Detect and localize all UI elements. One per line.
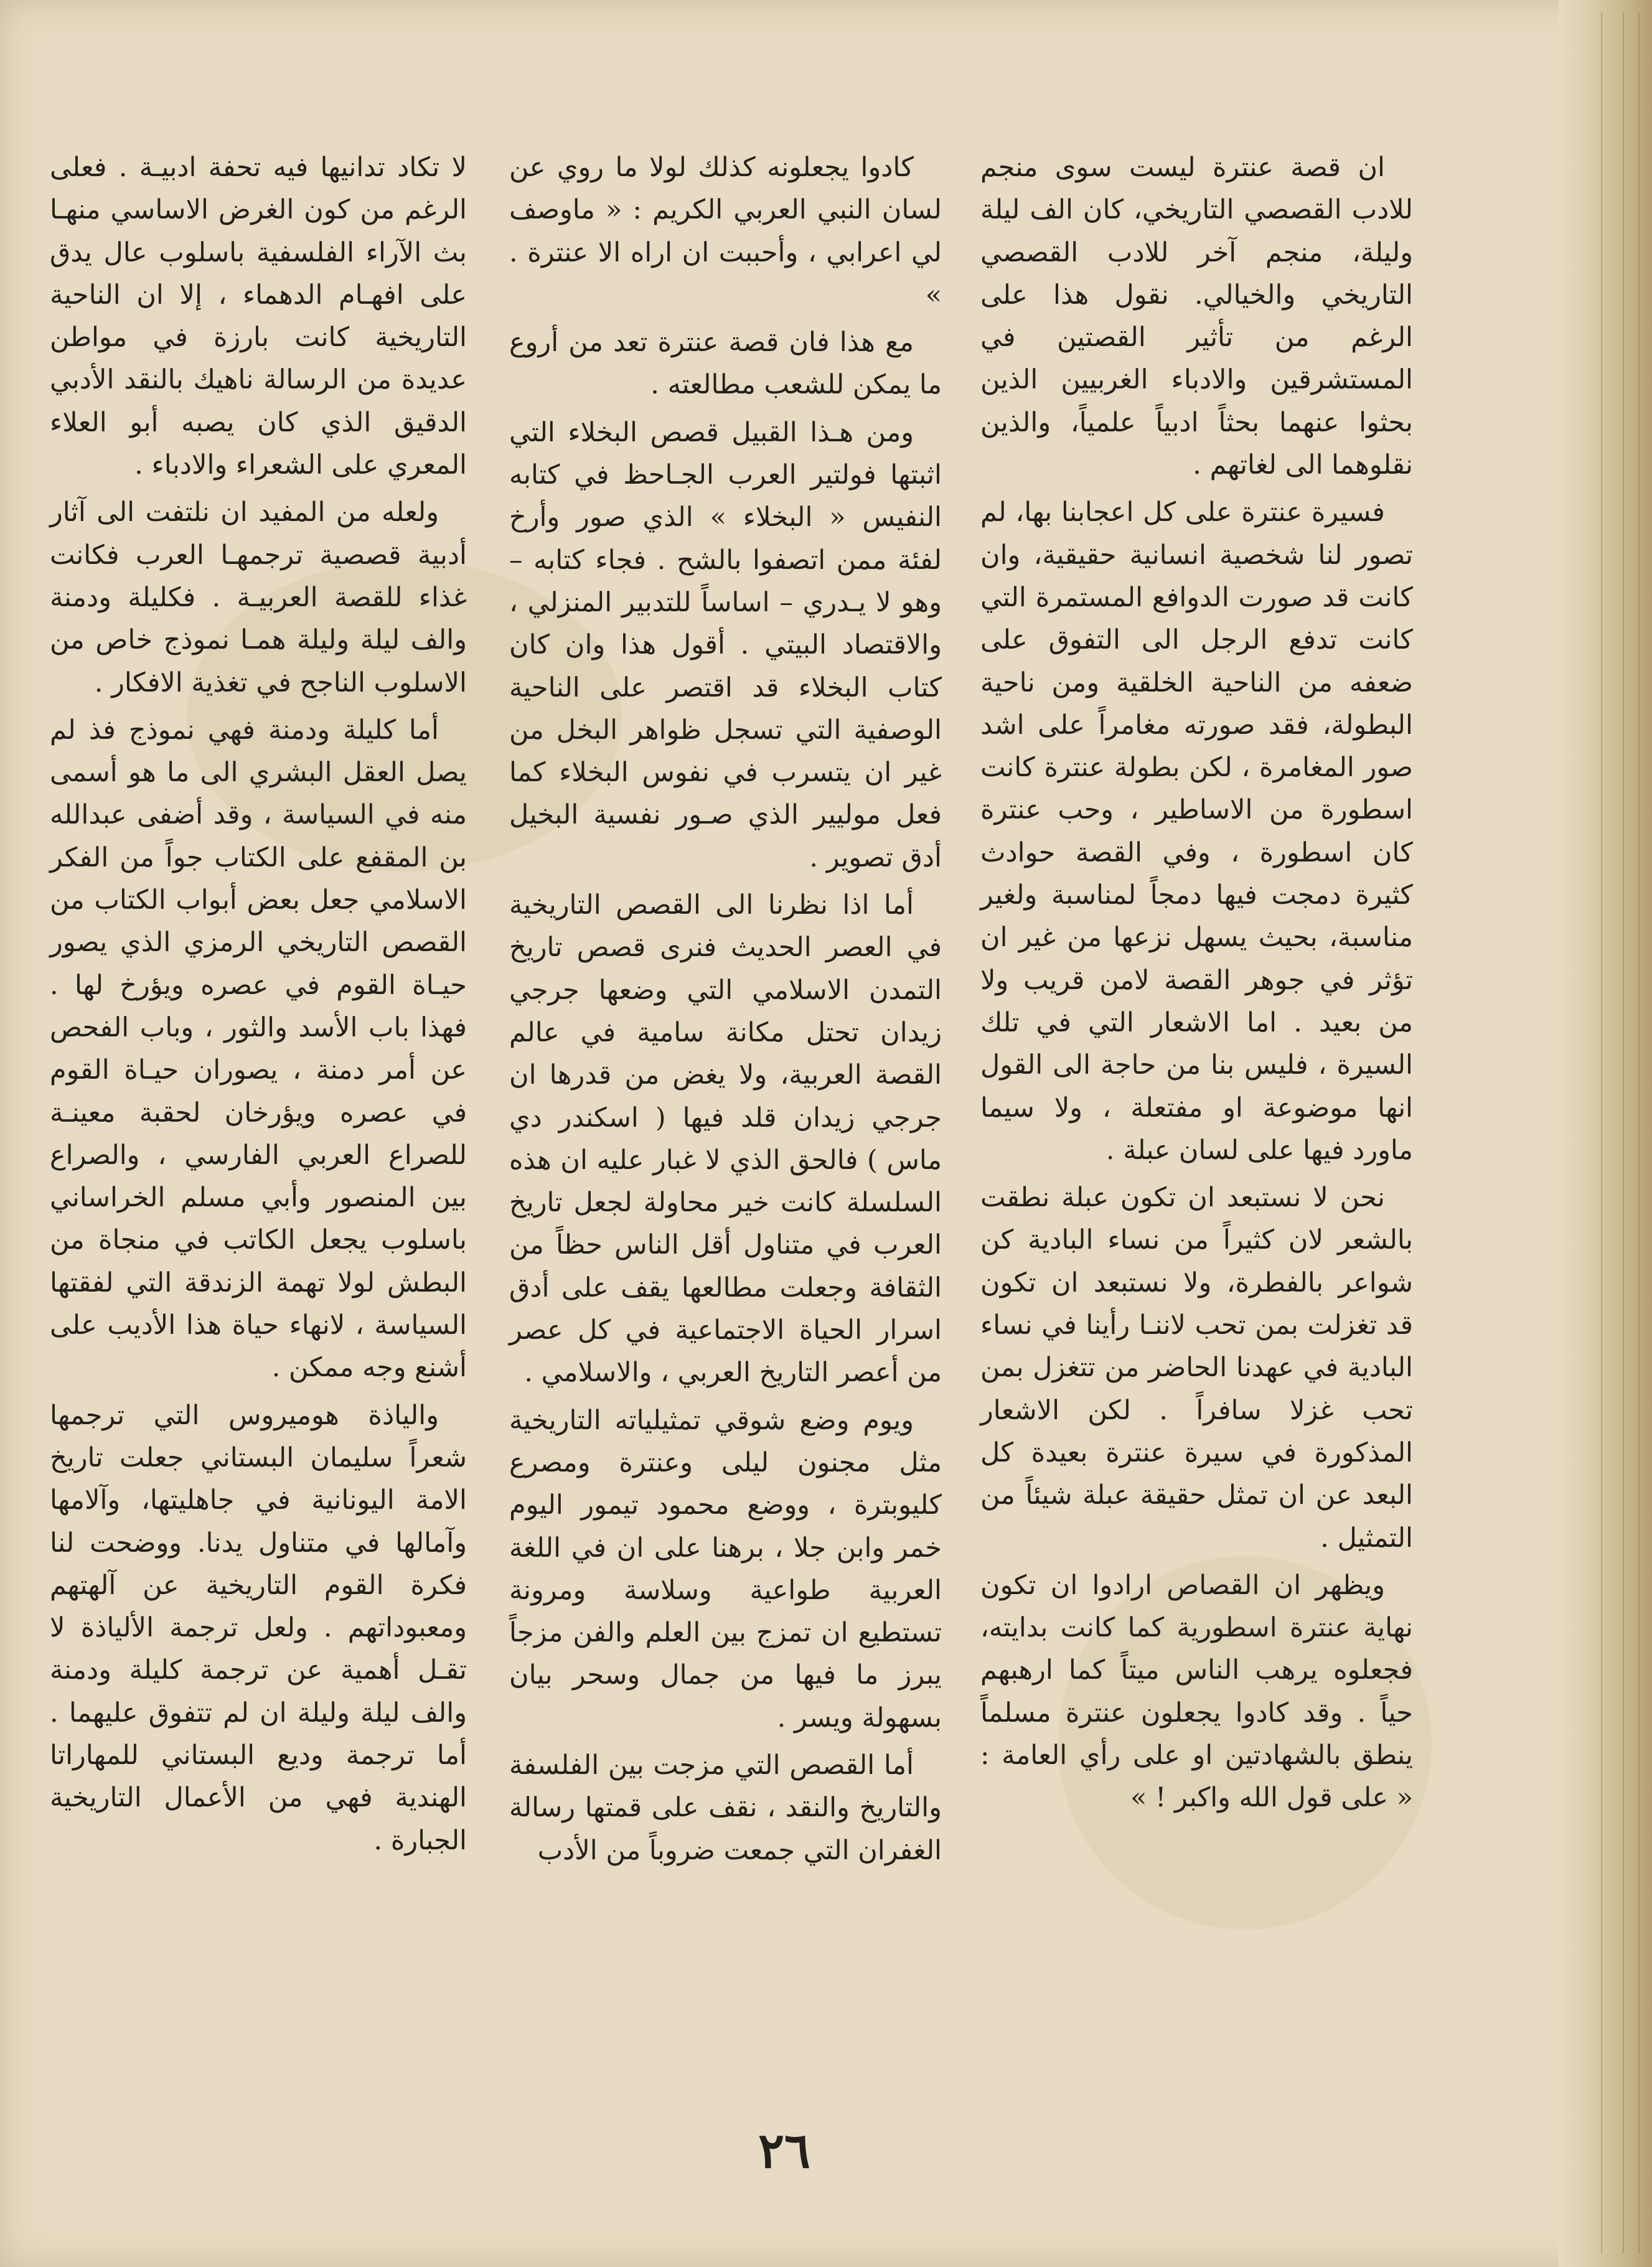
text-column-left [50, 146, 467, 1867]
paragraph: مع هذا فان قصة عنترة تعد من أروع ما يمكن للشعب مطالعته . [509, 327, 942, 401]
text-column-right [980, 146, 1413, 1824]
paragraph: نحن لا نستبعد ان تكون عبلة نطقت بالشعر لان كثيراً من نساء البادية كن شواعر بالفطرة، ولا نستبعد ان تكون قد تغزلت بمن تحب لاننـا رأينا في نساء البادية في عهدنا الحاضر من تتغزل بمن تحب غزلا سافراً . لكن الاشعار المذكورة في سيرة عنترة بعيدة كل البعد عن ان تمثل حقيقة عبلة شيئاً من التمثيل . [980, 1182, 1413, 1554]
paragraph: ويوم وضع شوقي تمثيلياته التاريخية مثل مجنون ليلى وعنترة ومصرع كليوبترة ، ووضع محمود تيمور اليوم خمر وابن جلا ، برهنا على ان في اللغة العربية طواعية وسلاسة ومرونة تستطيع ان تمزج بين العلم والفن مزجاً يبرز ما فيها من جمال وسحر بيان بسهولة ويسر . [509, 1404, 942, 1734]
paragraph: والياذة هوميروس التي ترجمها شعراً سليمان البستاني جعلت تاريخ الامة اليونانية في جاهليتها، وآلامها وآمالها في متناول يدنا. ووضحت لنا فكرة القوم التاريخية عن آلهتهم ومعبوداتهم . ولعل ترجمة الألياذة لا تقـل أهمية عن ترجمة كليلة ودمنة والف ليلة وليلة ان لم تتفوق عليهما . أما ترجمة وديع البستاني للمهاراتا الهندية فهي من الأعمال التاريخية الجبارة . [50, 1399, 467, 1856]
paragraph: ولعله من المفيد ان نلتفت الى آثار أدبية قصصية ترجمهـا العرب فكانت غذاء للقصة العربيـة . فكليلة ودمنة والف ليلة وليلة همـا نموذج خاص من الاسلوب الناجح في تغذية الافكار . [50, 497, 467, 698]
text-column-middle [509, 146, 942, 1877]
page-fore-edge [1559, 0, 1652, 2267]
paragraph: فسيرة عنترة على كل اعجابنا بها، لم تصور لنا شخصية انسانية حقيقية، وان كانت قد صورت الدوافع المستمرة التي كانت تدفع الرجل الى التفوق على ضعفه من الناحية الخلقية ومن ناحية البطولة، فقد صورته مغامراً على اشد صور المغامرة ، لكن بطولة عنترة كانت اسطورة من الاساطير ، وحب عنترة كان اسطورة ، وفي القصة حوادث كثيرة دمجت فيها دمجاً لمناسبة ولغير مناسبة، بحيث يسهل نزعها من غير ان تؤثر في جوهر القصة لامن قريب ولا من بعيد . اما الاشعار التي في تلك السيرة ، فليس بنا من حاجة الى القول انها موضوعة او مفتعلة ، ولا سيما ماورد فيها على لسان عبلة . [980, 497, 1413, 1166]
edge-line [1623, 12, 1624, 2253]
paragraph: ان قصة عنترة ليست سوى منجم للادب القصصي التاريخي، كان الف ليلة وليلة، منجم آخر للادب القصصي التاريخي والخيالي. نقول هذا على الرغم من تأثير القصتين في المستشرقين والادباء الغربيين الذين بحثوا عنهما بحثاً ادبياً علمياً، والذين نقلوهما الى لغاتهم . [980, 152, 1413, 481]
paragraph: أما كليلة ودمنة فهي نموذج فذ لم يصل العقل البشري الى ما هو أسمى منه في السياسة ، وقد أضفى عبدالله بن المقفع على الكتاب جواً من الفكر الاسلامي جعل بعض أبواب الكتاب من القصص التاريخي الرمزي الذي يصور حيـاة القوم في عصره ويؤرخ لها . فهذا باب الأسد والثور ، وباب الفحص عن أمر دمنة ، يصوران حيـاة القوم في عصره ويؤرخان لحقبة معينـة للصراع العربي الفارسي ، والصراع بين المنصور وأبي مسلم الخراساني باسلوب يجعل الكاتب في منجاة من البطش لولا تهمة الزندقة التي لفقتها السياسة ، لانهاء حياة هذا الأديب على أشنع وجه ممكن . [50, 714, 467, 1384]
page-number: ٢٦ [758, 2123, 810, 2179]
paragraph: كادوا يجعلونه كذلك لولا ما روي عن لسان النبي العربي الكريم : « ماوصف لي اعرابي ، وأحببت ان اراه الا عنترة . » [509, 152, 942, 311]
edge-line [1601, 12, 1602, 2253]
paragraph: أما اذا نظرنا الى القصص التاريخية في العصر الحديث فنرى قصص تاريخ التمدن الاسلامي التي وضعها جرجي زيدان تحتل مكانة سامية في عالم القصة العربية، ولا يغض من قدرها ان جرجي زيدان قلد فيها ( اسكندر دي ماس ) فالحق الذي لا غبار عليه ان هذه السلسلة كانت خير محاولة لجعل تاريخ العرب في متناول أقل الناس حظاً من الثقافة وجعلت مطالعها يقف على أدق اسرار الحياة الاجتماعية في كل عصر من أعصر التاريخ العربي ، والاسلامي . [509, 889, 942, 1389]
paragraph: لا تكاد تدانيها فيه تحفة ادبيـة . فعلى الرغم من كون الغرض الاساسي منهـا بث الآراء الفلسفية باسلوب عال يدق على افهـام الدهماء ، إلا ان الناحية التاريخية كانت بارزة في مواطن عديدة من الرسالة ناهيك بالنقد الأدبي الدقيق الذي كان يصبه أبو العلاء المعري على الشعراء والادباء . [50, 152, 467, 481]
paragraph: ويظهر ان القصاص ارادوا ان تكون نهاية عنترة اسطورية كما كانت بدايته، فجعلوه يرهب الناس ميتاً كما ارهبهم حياً . وقد كادوا يجعلون عنترة مسلماً ينطق بالشهادتين او على رأي العامة : « على قول الله واكبر ! » [980, 1569, 1413, 1814]
edge-line [1638, 12, 1640, 2253]
paragraph: ومن هـذا القبيل قصص البخلاء التي اثبتها فولتير العرب الجـاحظ في كتابه النفيس « البخلاء » الذي صور وأرخ لفئة ممن اتصفوا بالشح . فجاء كتابه – وهو لا يـدري – اساساً للتدبير المنزلي ، والاقتصاد البيتي . أقول هذا وان كان كتاب البخلاء قد اقتصر على الناحية الوصفية التي تسجل ظواهر البخل من غير ان يتسرب في نفوس البخلاء كما فعل موليير الذي صـور نفسية البخيل أدق تصوير . [509, 416, 942, 873]
paragraph: أما القصص التي مزجت بين الفلسفة والتاريخ والنقد ، نقف على قمتها رسالة الغفران التي جمعت ضروباً من الأدب [509, 1749, 942, 1866]
